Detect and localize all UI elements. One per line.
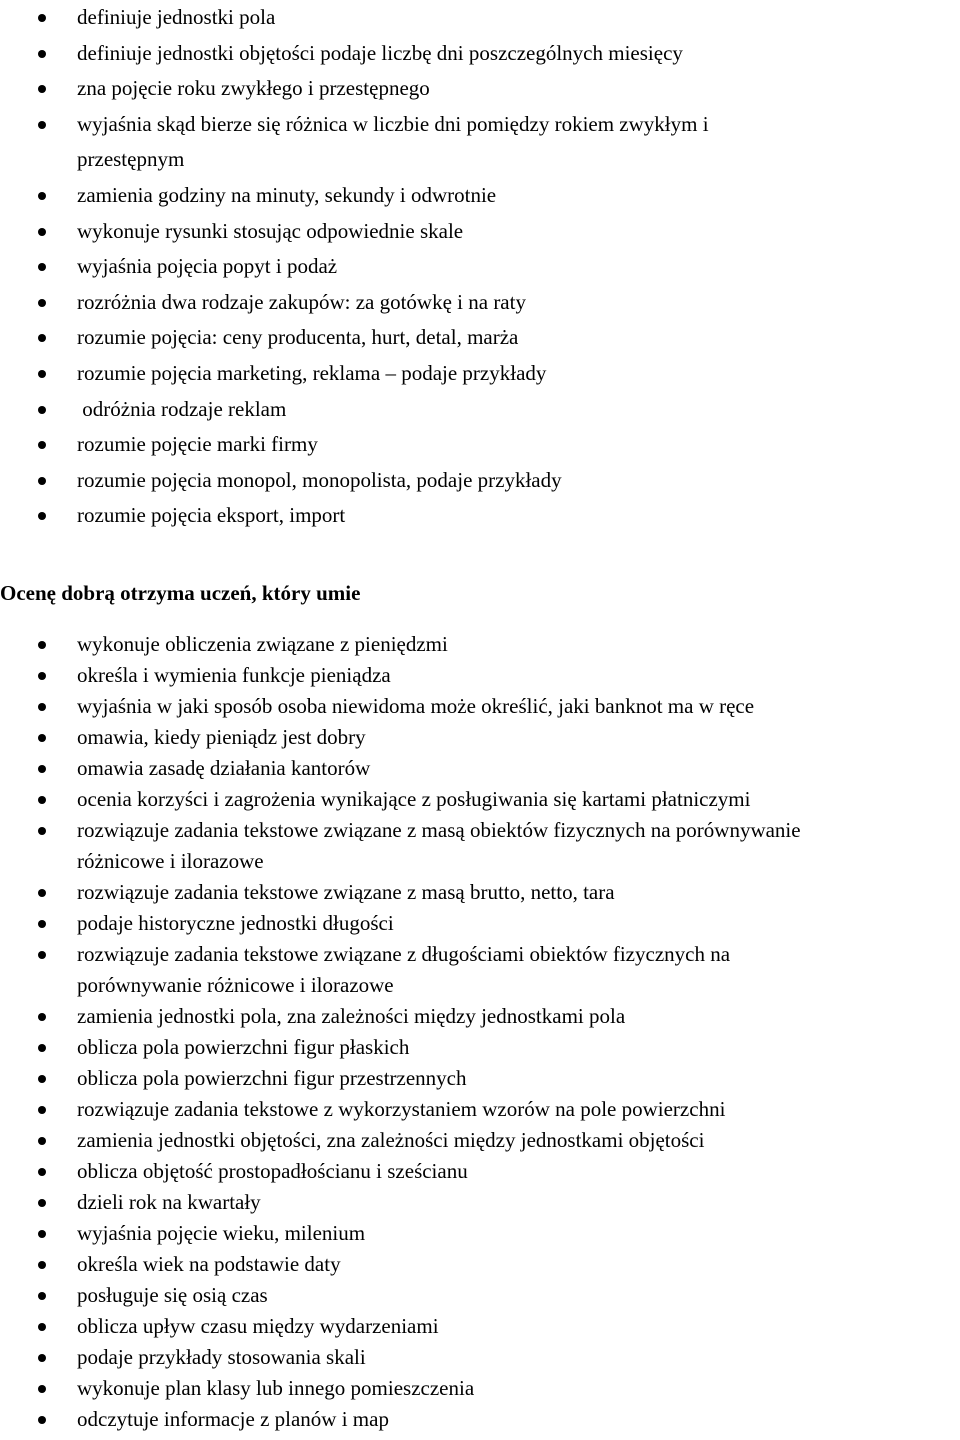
bullet-icon [38,703,46,711]
bullet-icon [38,477,46,485]
list-item [0,107,709,178]
list-item-text: różnicowe i ilorazowe [77,849,264,873]
bullet-icon [38,1354,46,1362]
list-item-text: oblicza upływ czasu między wydarzeniami [77,1314,439,1338]
list-item-text: oblicza objętość prostopadłościanu i sześcianu [77,1159,468,1183]
list-item-text: odczytuje informacje z planów i map [77,1407,389,1431]
list-item-text: zamienia godziny na minuty, sekundy i odwrotnie [77,182,497,207]
bullet-icon [38,827,46,835]
bullet-icon [38,263,46,271]
bullet-icon [38,920,46,928]
list-item [0,1156,801,1187]
list-item [0,1001,801,1032]
list-item [0,784,801,815]
list-item [0,908,801,939]
bullet-icon [38,14,46,22]
list-item [0,427,709,463]
list-item-text: rozwiązuje zadania tekstowe związane z masą obiektów fizycznych na porównywanie [77,818,801,842]
list-item [0,877,801,908]
bullet-icon [38,765,46,773]
bullet-icon [38,1075,46,1083]
list-item [0,392,709,428]
list-item [0,815,801,877]
bullet-icon [38,1230,46,1238]
bullet-icon [38,1013,46,1021]
list-item-text: określa wiek na podstawie daty [77,1252,341,1276]
requirements-list-1 [0,0,709,534]
list-item-text: oblicza pola powierzchni figur przestrzennych [77,1066,467,1090]
list-item-text: przestępnym [77,147,185,172]
list-item [0,691,801,722]
list-item-text: ocenia korzyści i zagrożenia wynikające z posługiwania się kartami płatniczymi [77,787,751,811]
list-item-text: zna pojęcie roku zwykłego i przestępnego [77,76,430,101]
bullet-icon [38,1199,46,1207]
bullet-icon [38,406,46,414]
list-item [0,722,801,753]
bullet-icon [38,1261,46,1269]
bullet-icon [38,85,46,93]
bullet-icon [38,889,46,897]
bullet-icon [38,441,46,449]
list-item-text: rozumie pojęcia marketing, reklama – podaje przykłady [77,360,547,385]
list-item [0,356,709,392]
list-item-text: oblicza pola powierzchni figur płaskich [77,1035,410,1059]
list-item [0,0,709,36]
list-item [0,1187,801,1218]
list-item [0,1094,801,1125]
list-item [0,463,709,499]
list-item-text: omawia, kiedy pieniądz jest dobry [77,725,366,749]
list-item [0,660,801,691]
bullet-icon [38,192,46,200]
bullet-icon [38,299,46,307]
list-item [0,1280,801,1311]
list-item [0,1373,801,1404]
list-item-text: rozumie pojęcia monopol, monopolista, podaje przykłady [77,467,562,492]
list-item-text: omawia zasadę działania kantorów [77,756,371,780]
list-item-text: rozwiązuje zadania tekstowe związane z masą brutto, netto, tara [77,880,615,904]
grade-heading: Ocenę dobrą otrzyma uczeń, który umie [0,581,361,605]
bullet-icon [38,796,46,804]
list-item-text: odróżnia rodzaje reklam [77,396,287,421]
list-item-text: porównywanie różnicowe i ilorazowe [77,973,394,997]
list-item [0,71,709,107]
bullet-icon [38,370,46,378]
list-item [0,178,709,214]
list-item [0,1249,801,1280]
list-item [0,214,709,250]
bullet-icon [38,641,46,649]
list-item-text: podaje historyczne jednostki długości [77,911,394,935]
list-item-text: wyjaśnia skąd bierze się różnica w liczbie dni pomiędzy rokiem zwykłym i [77,111,709,136]
list-item-text: wykonuje plan klasy lub innego pomieszczenia [77,1376,475,1400]
list-item [0,1125,801,1156]
list-item-text: wyjaśnia w jaki sposób osoba niewidoma może określić, jaki banknot ma w ręce [77,694,755,718]
bullet-icon [38,1137,46,1145]
list-item [0,285,709,321]
bullet-icon [38,734,46,742]
bullet-icon [38,512,46,520]
list-item-text: zamienia jednostki pola, zna zależności między jednostkami pola [77,1004,626,1028]
list-item-text: zamienia jednostki objętości, zna zależności między jednostkami objętości [77,1128,705,1152]
list-item [0,1032,801,1063]
list-item [0,753,801,784]
list-item [0,498,709,534]
list-item [0,1404,801,1435]
bullet-icon [38,672,46,680]
list-item-text: określa i wymienia funkcje pieniądza [77,663,391,687]
list-item-text: wyjaśnia pojęcie wieku, milenium [77,1221,366,1245]
list-item [0,629,801,660]
list-item-text: definiuje jednostki objętości podaje liczbę dni poszczególnych miesięcy [77,40,683,65]
list-item-text: rozwiązuje zadania tekstowe z wykorzystaniem wzorów na pole powierzchni [77,1097,726,1121]
list-item [0,1063,801,1094]
bullet-icon [38,1323,46,1331]
bullet-icon [38,1292,46,1300]
list-item [0,1218,801,1249]
list-item [0,1311,801,1342]
requirements-list-2 [0,629,801,1435]
bullet-icon [38,1044,46,1052]
list-item-text: rozumie pojęcia: ceny producenta, hurt, detal, marża [77,325,519,350]
bullet-icon [38,1416,46,1424]
list-item-text: wykonuje obliczenia związane z pieniędzmi [77,632,448,656]
bullet-icon [38,50,46,58]
bullet-icon [38,334,46,342]
list-item-text: dzieli rok na kwartały [77,1190,261,1214]
list-item-text: rozróżnia dwa rodzaje zakupów: za gotówkę i na raty [77,289,526,314]
list-item-text: podaje przykłady stosowania skali [77,1345,366,1369]
list-item [0,1342,801,1373]
bullet-icon [38,1168,46,1176]
list-item-text: posługuje się osią czas [77,1283,268,1307]
bullet-icon [38,121,46,129]
list-item-text: rozumie pojęcie marki firmy [77,432,318,457]
list-item [0,320,709,356]
bullet-icon [38,1385,46,1393]
list-item-text: rozumie pojęcia eksport, import [77,503,346,528]
list-item-text: wykonuje rysunki stosując odpowiednie skale [77,218,464,243]
list-item [0,36,709,72]
bullet-icon [38,228,46,236]
list-item-text: rozwiązuje zadania tekstowe związane z długościami obiektów fizycznych na [77,942,731,966]
list-item-text: definiuje jednostki pola [77,5,276,29]
list-item [0,249,709,285]
bullet-icon [38,1106,46,1114]
list-item-text: wyjaśnia pojęcia popyt i podaż [77,254,338,279]
bullet-icon [38,951,46,959]
list-item [0,939,801,1001]
